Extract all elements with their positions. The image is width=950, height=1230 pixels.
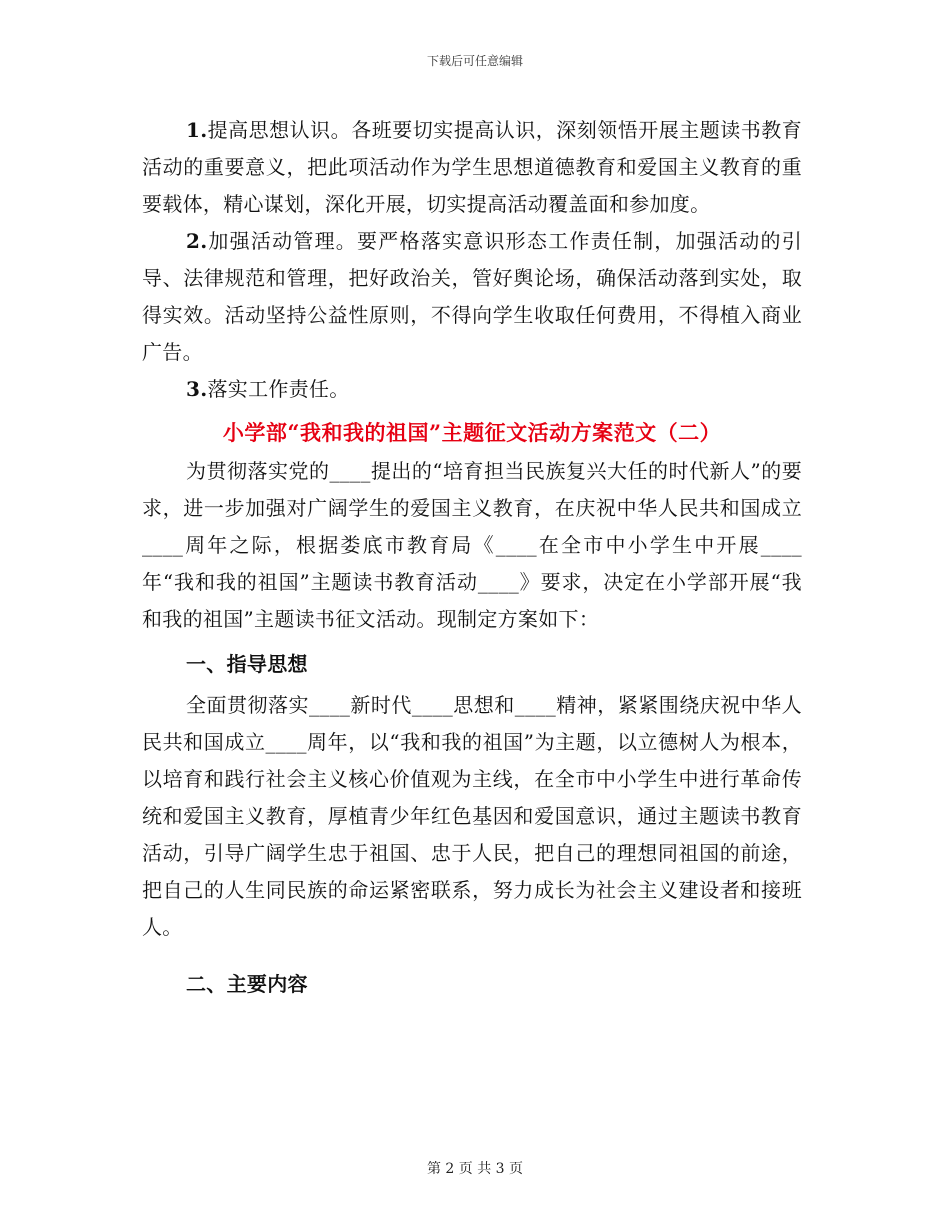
list-item-3 [142,371,802,408]
item-number: 1. [186,118,208,142]
page-number: 第 2 页 共 3 页 [426,1161,524,1177]
page-header: 下载后可任意编辑 [426,54,523,68]
list-item-2 [142,223,802,371]
list-item-1 [142,112,802,223]
intro-paragraph: 为贯彻落实党的____提出的“培育担当民族复兴大任的时代新人”的要求，进一步加强对广阔学生的爱国主义教育，在庆祝中华人民共和国成立____周年之际，根据娄底市教育局《____在全市中小学生中开展____年“我和我的祖国”主题读书教育活动____》要求，决定在小学部开展“我和我的祖国”主题读书征文活动。现制定方案如下： [142,459,802,631]
item-number: 2. [186,229,208,253]
document-body [142,112,802,1007]
item-text: 加强活动管理。要严格落实意识形态工作责任制，加强活动的引导、法律规范和管理，把好政治关，管好舆论场，确保活动落到实处，取得实效。活动坚持公益性原则，不得向学生收取任何费用，不得植入商业广告。 [142,229,802,364]
item-text: 提高思想认识。各班要切实提高认识，深刻领悟开展主题读书教育活动的重要意义，把此项活动作为学生思想道德教育和爱国主义教育的重要载体，精心谋划，深化开展，切实提高活动覆盖面和参加度。 [142,118,802,216]
item-text: 落实工作责任。 [207,377,350,401]
document-title: 小学部“我和我的祖国”主题征文活动方案范文（二） [222,420,722,445]
guiding-thought-paragraph: 全面贯彻落实____新时代____思想和____精神，紧紧围绕庆祝中华人民共和国成立____周年，以“我和我的祖国”为主题，以立德树人为根本，以培育和践行社会主义核心价值观为主线，在全市中小学生中进行革命传统和爱国主义教育，厚植青少年红色基因和爱国意识，通过主题读书教育活动，引导广阔学生忠于祖国、忠于人民，把自己的理想同祖国的前途，把自己的人生同民族的命运紧密联系，努力成长为社会主义建设者和接班人。 [142,693,802,939]
section-heading-guiding-thought: 一、指导思想 [186,652,308,676]
section-heading-main-content: 二、主要内容 [186,972,308,996]
item-number: 3. [186,377,208,401]
